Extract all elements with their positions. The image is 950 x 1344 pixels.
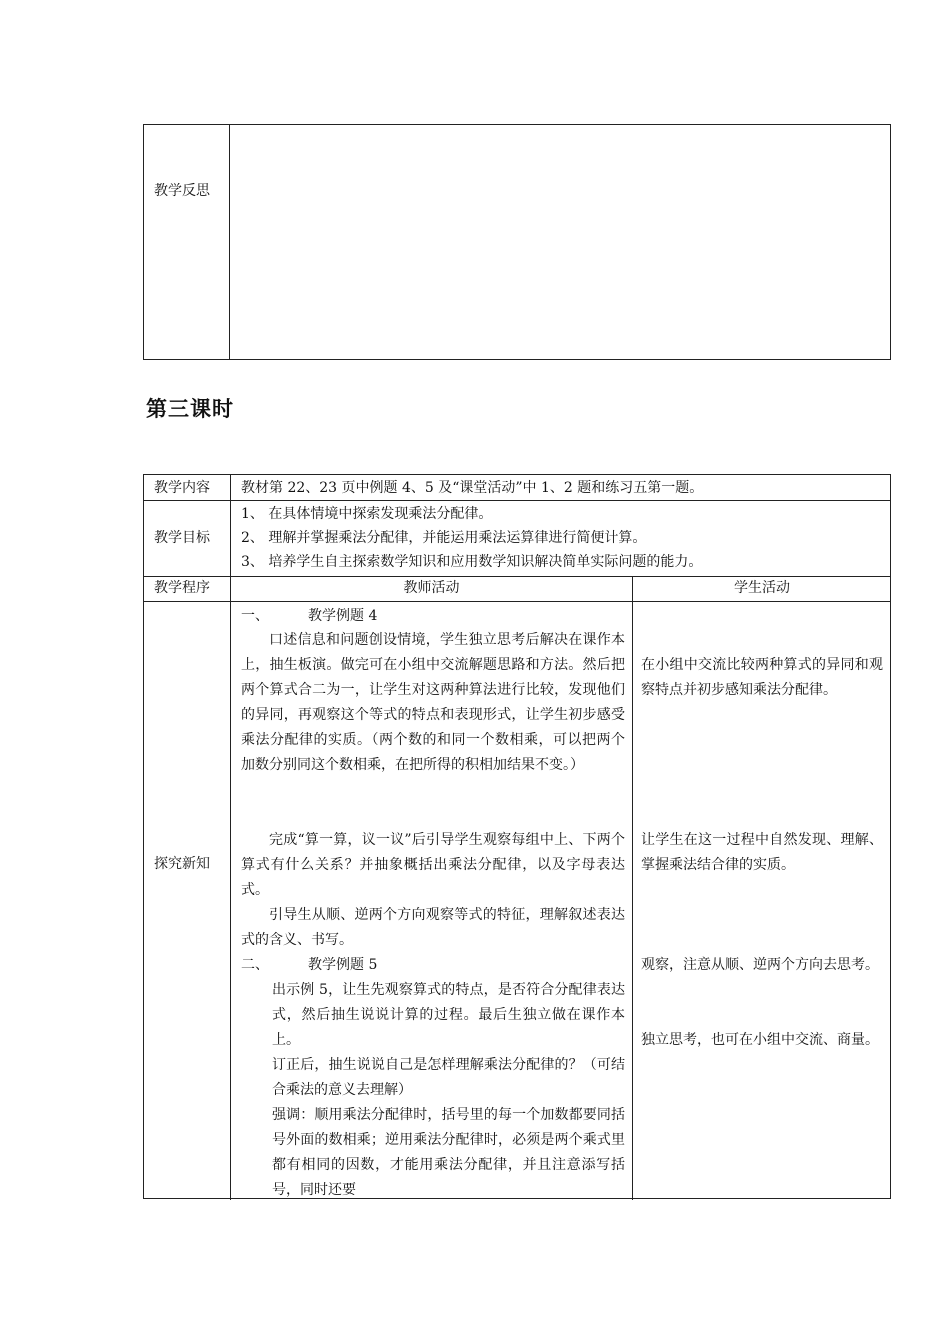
- row-divider: [144, 500, 890, 501]
- section-label: 探究新知: [154, 856, 210, 872]
- goal-item: 2、 理解并掌握乘法分配律，并能运用乘法运算律进行简便计算。: [241, 530, 647, 546]
- lesson-title: 第三课时: [146, 397, 234, 421]
- student-paragraph: 独立思考，也可在小组中交流、商量。: [641, 1032, 879, 1048]
- procedure-label: 教学程序: [154, 580, 210, 596]
- student-paragraph: 观察，注意从顺、逆两个方向去思考。: [641, 957, 879, 973]
- section-heading: [241, 604, 378, 628]
- teacher-paragraph: 订正后，抽生说说自己是怎样理解乘法分配律的？（可结合乘法的意义去理解）: [272, 1057, 625, 1098]
- teacher-activity-header: 教师活动: [403, 580, 460, 596]
- reflection-table: [143, 124, 891, 360]
- row-divider: [144, 601, 890, 602]
- column-divider: [632, 576, 633, 1200]
- goal-item: 3、 培养学生自主探索数学知识和应用数学知识解决简单实际问题的能力。: [241, 554, 703, 570]
- content-label: 教学内容: [154, 480, 210, 496]
- teacher-paragraph: 口述信息和问题创设情境，学生独立思考后解决在课作本上，抽生板演。做完可在小组中交流解题思路和方法。然后把两个算式合二为一，让学生对这两种算法进行比较，发现他们的异同，再观察这个等式的特点和表现形式，让学生初步感受乘法分配律的实质。（两个数的和同一个数相乘，可以把两个加数分别同这个数相乘，在把所得的积相加结果不变。）: [241, 632, 625, 773]
- reflection-label: 教学反思: [154, 183, 210, 199]
- section-number: 一、: [241, 608, 269, 624]
- section-number: 二、: [241, 957, 269, 973]
- lesson-plan-table: [143, 474, 891, 1199]
- student-paragraph: 让学生在这一过程中自然发现、理解、掌握乘法结合律的实质。: [641, 832, 883, 873]
- reflection-label-cell: [144, 125, 230, 359]
- goals-label: 教学目标: [154, 530, 210, 546]
- teacher-paragraph: 完成“算一算，议一议”后引导学生观察每组中上、下两个算式有什么关系？并抽象概括出乘法分配律，以及字母表达式。: [241, 832, 625, 898]
- teacher-paragraph: 引导生从顺、逆两个方向观察等式的特征，理解叙述表达式的含义、书写。: [241, 907, 625, 948]
- student-activity-header: 学生活动: [734, 580, 790, 596]
- teacher-paragraph: 强调：顺用乘法分配律时，括号里的每一个加数都要同括号外面的数相乘；逆用乘法分配律时，必须是两个乘式里都有相同的因数，才能用乘法分配律，并且注意添写括号，同时还要: [272, 1107, 625, 1198]
- goal-item: 1、 在具体情境中探索发现乘法分配律。: [241, 506, 493, 522]
- section-heading: [241, 953, 378, 977]
- section-title: 教学例题 5: [308, 957, 378, 973]
- student-paragraph: 在小组中交流比较两种算式的异同和观察特点并初步感知乘法分配律。: [641, 657, 883, 698]
- section-title: 教学例题 4: [308, 608, 378, 624]
- content-text: 教材第 22、23 页中例题 4、5 及“课堂活动”中 1、2 题和练习五第一题。: [241, 480, 704, 496]
- teacher-paragraph: 出示例 5，让生先观察算式的特点，是否符合分配律表达式，然后抽生说说计算的过程。最后生独立做在课作本上。: [272, 982, 625, 1048]
